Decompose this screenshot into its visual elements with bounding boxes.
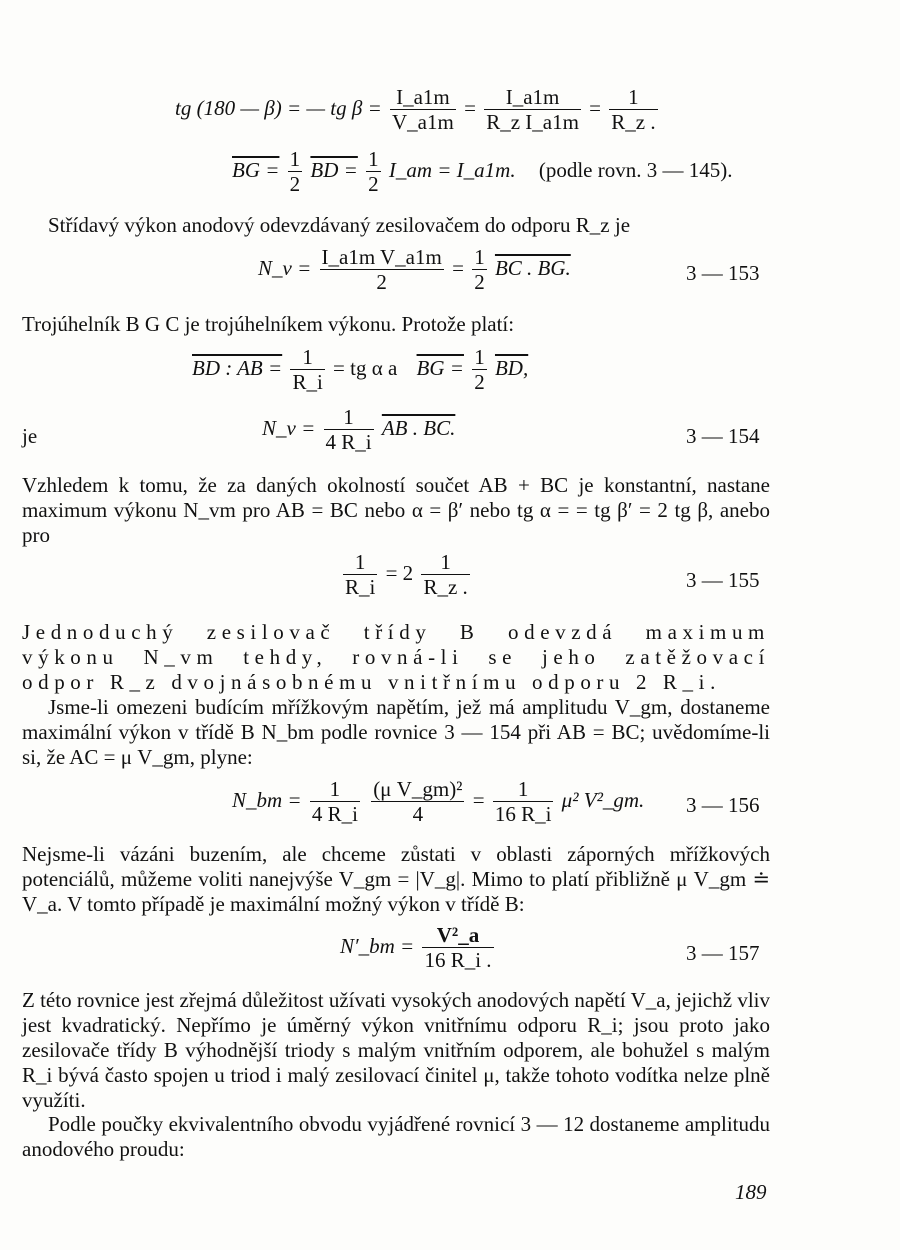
fraction: $\frac{1}{4 R\_i}$: [325, 405, 372, 455]
paragraph: Nejsme-li vázáni buzením, ale chceme zůstati v oblasti záporných mřížkových potenciálů, můžeme voliti nanejvýše V_gm = |V_g|. Mimo to platí přibližně μ V_gm ≐ V_a. V tomto případě je maximální možný výkon v třídě B:: [22, 842, 770, 916]
fraction-half: $\frac{1}{2}$: [474, 345, 485, 395]
fraction-half: $\frac{1}{2}$: [289, 147, 301, 197]
equation-reference: (podle rovn. 3 — 145).: [538, 157, 733, 182]
fraction: $\frac{\text{(μ V\_gm)²}}{4}$: [373, 777, 463, 827]
equation-3-157: N′_bm = $\frac{\text{V²\_a}}{16 R\_i .}$: [340, 923, 492, 973]
paragraph: Trojúhelník B G C je trojúhelníkem výkonu. Protože platí:: [22, 312, 515, 336]
fraction: $\frac{I\_a1m}{\text{R\_z I\_a1m}}$: [486, 85, 579, 135]
fraction: $\frac{1}{R\_i}$: [345, 550, 376, 600]
paragraph: Vzhledem k tomu, že za daných okolností součet AB + BC je konstantní, nastane maximum výkonu N_vm pro AB = BC nebo α = β′ nebo tg α = = tg β′ = 2 tg β, anebo pro: [22, 473, 770, 547]
fraction-half: $\frac{1}{2}$: [474, 245, 485, 295]
equation-bg: BG = $\frac{1}{2}$ BD = $\frac{1}{2}$ I_am = I_a1m. (podle rovn. 3 — 145).: [232, 147, 733, 197]
fraction: $\frac{1}{R\_z .}$: [611, 85, 656, 135]
fraction: $\frac{1}{4 R\_i}$: [311, 777, 358, 827]
equation-number: 3 — 153: [686, 261, 760, 285]
paragraph: Z této rovnice jest zřejmá důležitost užívati vysokých anodových napětí V_a, jejichž vliv jest kvadratický. Nepřímo je úměrný výkon vnitřnímu odporu R_i; jsou proto jako zesilovače třídy B výhodnější triody s malým vnitřním odporem, ale bohužel s malým R_i bývá často spojen u triod i malý zesilovací činitel μ, takže tohoto vodítka nelze plně využíti.: [22, 988, 770, 1112]
eq-lead: tg (180 — β) = — tg β =: [175, 95, 382, 120]
paragraph-emphasis: Jednoduchý zesilovač třídy B odevzdá maximum výkonu N_vm tehdy, rovná-li se jeho zatěžovací odpor R_z dvojnásobnému vnitřnímu odporu 2 R_i.: [22, 620, 770, 694]
equation-number: 3 — 155: [686, 568, 760, 592]
fraction: $\frac{\text{V²\_a}}{16 R\_i .}$: [424, 923, 492, 973]
page-number: 189: [735, 1180, 767, 1204]
equation-tangent: tg (180 — β) = — tg β = $\frac{I\_a1m}{V\_a1m}$ = $\frac{I\_a1m}{\text{R\_z I\_a1m}}$ = $\frac{1}{R\_z .}$: [175, 85, 656, 135]
equation-3-153: N_v = $\frac{\text{I\_a1m V\_a1m}}{2}$ = $\frac{1}{2}$ BC . BG.: [258, 245, 571, 295]
equation-number: 3 — 157: [686, 941, 760, 965]
equation-number: 3 — 154: [686, 424, 760, 448]
fraction: $\frac{1}{R\_z .}$: [423, 550, 468, 600]
fraction: $\frac{1}{16 R\_i}$: [494, 777, 552, 827]
fraction: $\frac{I\_a1m}{V\_a1m}$: [392, 85, 454, 135]
fraction: $\frac{\text{I\_a1m V\_a1m}}{2}$: [321, 245, 442, 295]
fraction: $\frac{1}{R\_i}$: [292, 345, 323, 395]
equation-3-155: $\frac{1}{R\_i}$ = 2 $\frac{1}{R\_z .}$: [345, 550, 468, 600]
paragraph: Podle poučky ekvivalentního obvodu vyjádřené rovnicí 3 — 12 dostaneme amplitudu anodového proudu:: [22, 1112, 770, 1161]
connector-je: je: [22, 424, 38, 448]
fraction-half: $\frac{1}{2}$: [368, 147, 379, 197]
equation-ratio: BD : AB = $\frac{1}{R\_i}$ = tg α a BG = $\frac{1}{2}$ BD,: [192, 345, 529, 395]
equation-3-156: N_bm = $\frac{1}{4 R\_i}$ $\frac{\text{(μ V\_gm)²}}{4}$ = $\frac{1}{16 R\_i}$ μ² V²_gm.: [232, 777, 645, 827]
paragraph: Jsme-li omezeni budícím mřížkovým napětím, jež má amplitudu V_gm, dostaneme maximální výkon v třídě B N_bm podle rovnice 3 — 154 při AB = BC; uvědomíme-li si, že AC = μ V_gm, plyne:: [22, 695, 770, 769]
paragraph: Střídavý výkon anodový odevzdávaný zesilovačem do odporu R_z je: [48, 213, 631, 237]
equation-3-154: N_v = $\frac{1}{4 R\_i}$ AB . BC.: [262, 405, 456, 455]
equation-number: 3 — 156: [686, 793, 760, 817]
